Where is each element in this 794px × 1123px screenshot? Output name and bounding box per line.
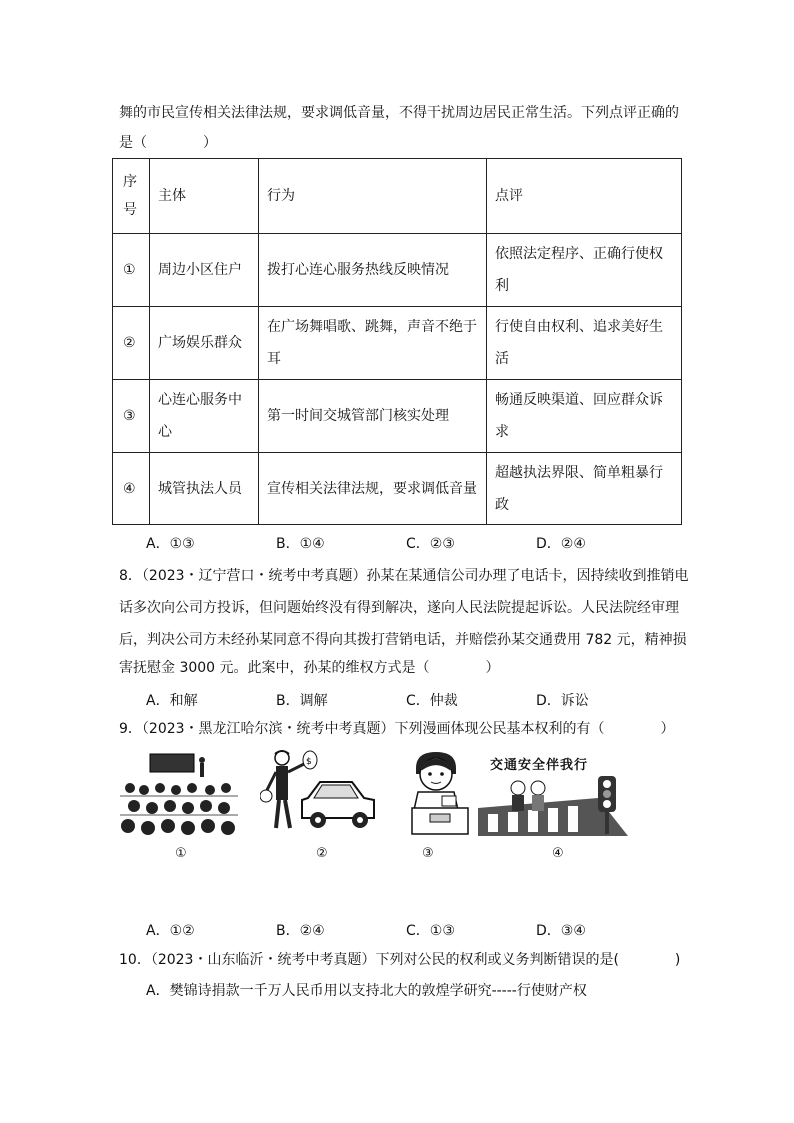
q7-options — [146, 533, 666, 553]
option-c[interactable]: C．①③ — [406, 923, 455, 939]
traffic-banner: 交通安全伴我行 — [490, 758, 589, 773]
cell-action: 第一时间交城管部门核实处理 — [259, 380, 487, 453]
cell-index: ③ — [113, 380, 150, 453]
car-money-image — [260, 748, 378, 836]
cell-action: 宣传相关法律法规，要求调低音量 — [259, 453, 487, 525]
option-d[interactable]: D．③④ — [536, 923, 586, 939]
option-b[interactable]: B．调解 — [276, 693, 328, 709]
option-b[interactable]: B．②④ — [276, 923, 325, 939]
classroom-image — [120, 748, 238, 836]
q9-stem: 9．（2023・黑龙江哈尔滨・统考中考真题）下列漫画体现公民基本权利的有（ ） — [119, 721, 675, 737]
header-comment: 点评 — [487, 159, 682, 234]
figure-caption-1: ① — [175, 846, 187, 861]
voting-boy-image — [400, 748, 480, 836]
option-c[interactable]: C．仲裁 — [406, 693, 458, 709]
cell-subject: 广场娱乐群众 — [150, 307, 259, 380]
option-d[interactable]: D．②④ — [536, 536, 586, 552]
figure-caption-3: ③ — [422, 846, 434, 861]
cell-comment: 畅通反映渠道、回应群众诉求 — [487, 380, 682, 453]
cell-comment: 依照法定程序、正确行使权利 — [487, 234, 682, 307]
cell-index: ① — [113, 234, 150, 307]
q8-options — [146, 690, 666, 710]
q9-figures — [118, 748, 628, 868]
q8-line4: 害抚慰金 3000 元。此案中，孙某的维权方式是（ ） — [119, 660, 500, 676]
cell-subject: 周边小区住户 — [150, 234, 259, 307]
q8-line3: 后，判决公司方未经孙某同意不得向其拨打营销电话，并赔偿孙某交通费用 782 元，精神损 — [119, 632, 687, 648]
header-index: 序号 — [113, 159, 150, 234]
option-a[interactable]: A．①② — [146, 923, 195, 939]
header-subject: 主体 — [150, 159, 259, 234]
q8-line2: 话多次向公司方投诉，但问题始终没有得到解决，遂向人民法院提起诉讼。人民法院经审理 — [119, 600, 679, 616]
cell-index: ④ — [113, 453, 150, 525]
option-a[interactable]: A．和解 — [146, 693, 198, 709]
q10-option-a[interactable]: A．樊锦诗捐款一千万人民币用以支持北大的敦煌学研究-----行使财产权 — [146, 983, 587, 999]
q7-stem-line2: 是（ ） — [119, 135, 217, 151]
option-d[interactable]: D．诉讼 — [536, 693, 589, 709]
q7-table — [112, 158, 682, 525]
svg-text:$: $ — [306, 757, 312, 767]
cell-action: 拨打心连心服务热线反映情况 — [259, 234, 487, 307]
q8-line1: 8．（2023・辽宁营口・统考中考真题）孙某在某通信公司办理了电话卡，因持续收到推销电 — [119, 568, 689, 584]
cell-index: ② — [113, 307, 150, 380]
figure-caption-4: ④ — [552, 846, 564, 861]
cell-action: 在广场舞唱歌、跳舞，声音不绝于耳 — [259, 307, 487, 380]
cell-subject: 心连心服务中心 — [150, 380, 259, 453]
cell-comment: 超越执法界限、简单粗暴行政 — [487, 453, 682, 525]
table-row — [113, 307, 682, 380]
cell-comment: 行使自由权利、追求美好生活 — [487, 307, 682, 380]
figure-caption-2: ② — [316, 846, 328, 861]
q7-stem-line1: 舞的市民宣传相关法律法规，要求调低音量，不得干扰周边居民正常生活。下列点评正确的 — [119, 105, 679, 121]
cell-subject: 城管执法人员 — [150, 453, 259, 525]
option-a[interactable]: A．①③ — [146, 536, 195, 552]
option-b[interactable]: B．①④ — [276, 536, 325, 552]
q9-options — [146, 920, 666, 940]
table-row — [113, 380, 682, 453]
table-row — [113, 453, 682, 525]
q10-stem: 10．（2023・山东临沂・统考中考真题）下列对公民的权利或义务判断错误的是( ) — [119, 952, 681, 968]
option-c[interactable]: C．②③ — [406, 536, 455, 552]
header-action: 行为 — [259, 159, 487, 234]
table-header-row — [113, 159, 682, 234]
table-row — [113, 234, 682, 307]
